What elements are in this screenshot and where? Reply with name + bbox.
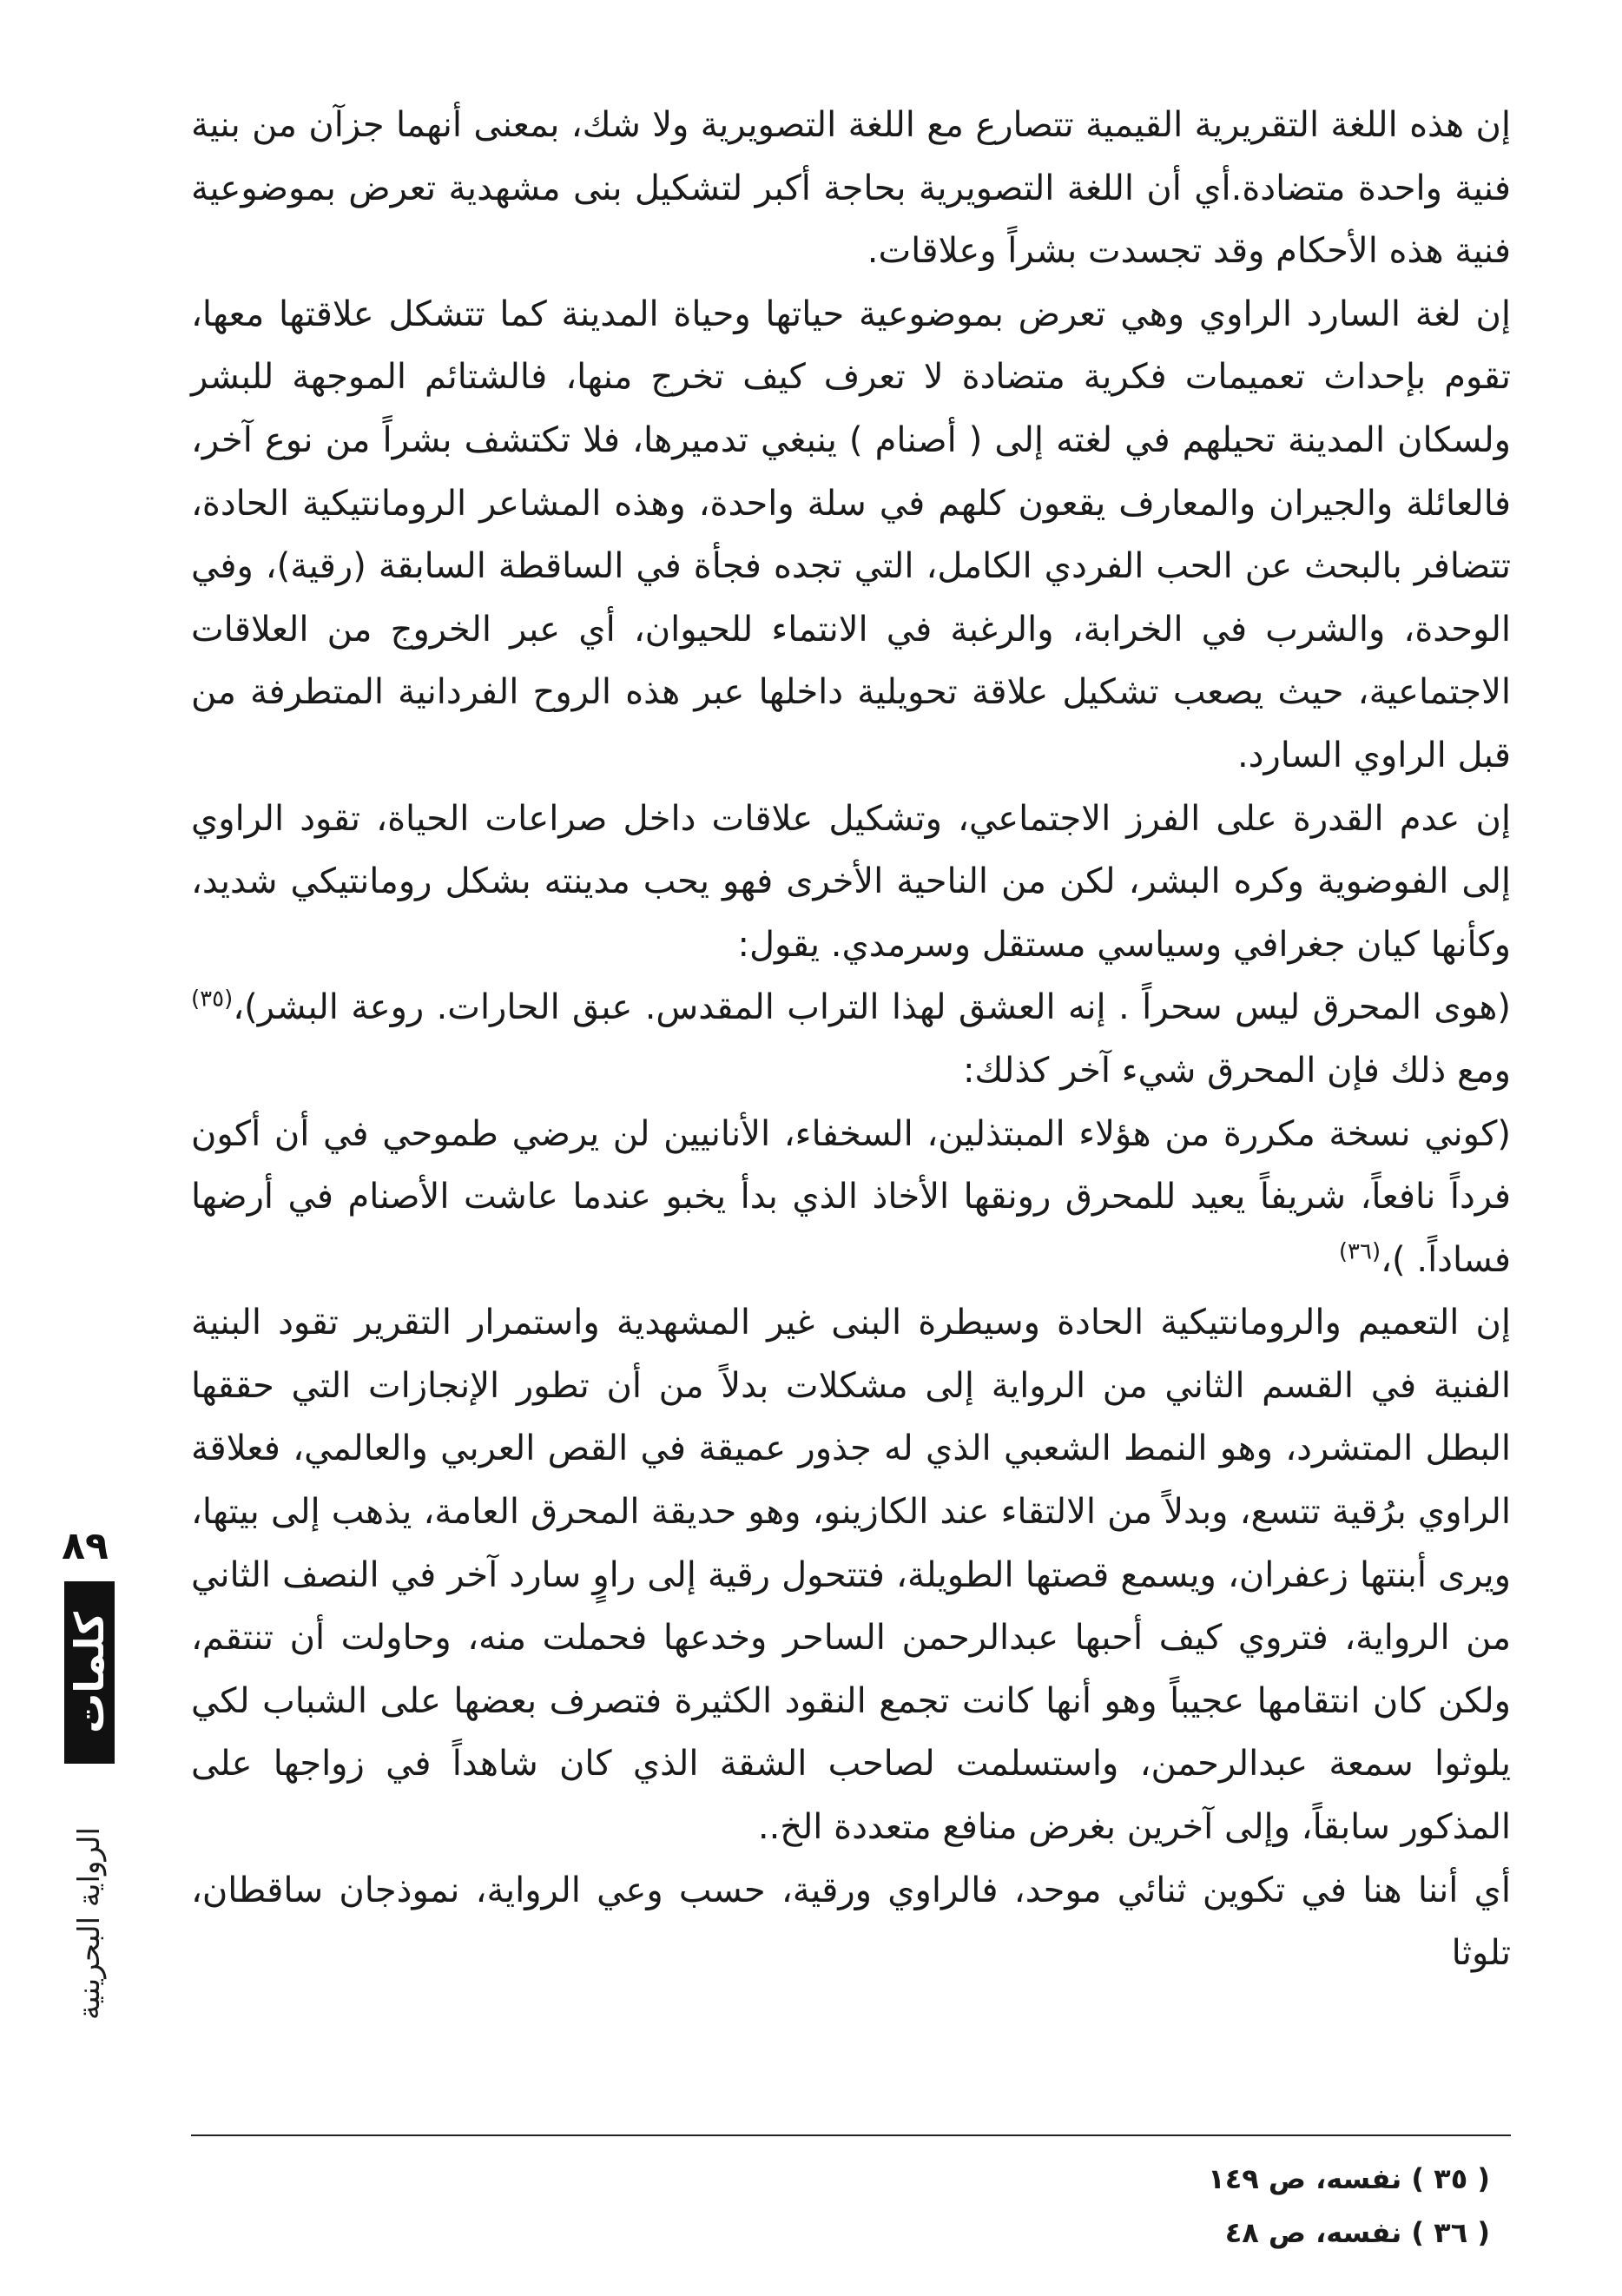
- paragraph: إن هذه اللغة التقريرية القيمية تتصارع مع اللغة التصويرية ولا شك، بمعنى أنهما جزآن من بنية فنية واحدة متضادة.أي أن اللغة التصويرية بحاجة أكبر لتشكيل بنى مشهدية تعرض بموضوعية فنية هذه الأحكام وقد تجسدت بشراً وعلاقات.: [191, 105, 1511, 272]
- magazine-logo-text: كلمات: [66, 1612, 113, 1733]
- section-title-text: الرواية البحرينية: [72, 1827, 108, 2020]
- paragraph: إن لغة السارد الراوي وهي تعرض بموضوعية حياتها وحياة المدينة كما تتشكل علاقتها معها، تقوم بإحداث تعميمات فكرية متضادة لا تعرف كيف تخرج منها، فالشتائم الموجهة للبشر ولسكان المدينة تحيلهم في لغته إلى ( أصنام ) ينبغي تدميرها، فلا تكتشف بشراً من نوع آخر، فالعائلة والجيران والمعارف يقعون كلهم في سلة واحدة، وهذه المشاعر الرومانتيكية الحادة، تتضافر بالبحث عن الحب الفردي الكامل، التي تجده فجأة في الساقطة السابقة (رقية)، وفي الوحدة، والشرب في الخرابة، والرغبة في الانتماء للحيوان، أي عبر الخروج من العلاقات الاجتماعية، حيث يصعب تشكيل علاقة تحويلية داخلها عبر هذه الروح الفردانية المتطرفة من قبل الراوي السارد.: [191, 294, 1511, 775]
- page-number: ٨٩: [62, 1524, 109, 1568]
- footnote: ( ٣٦ ) نفسه، ص ٤٨: [1224, 2216, 1490, 2249]
- quote-paragraph-2: [191, 1103, 1511, 1292]
- paragraph: إن عدم القدرة على الفرز الاجتماعي، وتشكيل علاقات داخل صراعات الحياة، تقود الراوي إلى الفوضوية وكره البشر، لكن من الناحية الأخرى فهو يحب مدينته بشكل رومانتيكي شديد، وكأنها كيان جغرافي وسياسي مستقل وسرمدي. يقول:: [191, 798, 1511, 965]
- footnote-divider: [191, 2134, 1511, 2136]
- footnote-reference: (٣٦): [1338, 1238, 1381, 1265]
- quote-text: (هوى المحرق ليس سحراً . إنه العشق لهذا التراب المقدس. عبق الحارات. روعة البشر)،: [233, 987, 1511, 1028]
- paragraph: أي أننا هنا في تكوين ثنائي موحد، فالراوي ورقية، حسب وعي الرواية، نموذجان ساقطان، تلوثا: [191, 1870, 1511, 1974]
- main-text: [191, 94, 1511, 1985]
- quote-paragraph-1: [191, 976, 1511, 1102]
- footnote: ( ٣٥ ) نفسه، ص ١٤٩: [1208, 2162, 1490, 2195]
- side-margin: [33, 1524, 137, 2080]
- paragraph: إن التعميم والرومانتيكية الحادة وسيطرة البنى غير المشهدية واستمرار التقرير تقود البنية الفنية في القسم الثاني من الرواية إلى مشكلات بدلاً من أن تطور الإنجازات التي حققها البطل المتشرد، وهو النمط الشعبي الذي له جذور عميقة في القص العربي والعالمي، فعلاقة الراوي برُقية تتسع، وبدلاً من الالتقاء عند الكازينو، وهو حديقة المحرق العامة، يذهب إلى بيتها، ويرى أبنتها زعفران، ويسمع قصتها الطويلة، فتتحول رقية إلى راوٍ سارد آخر في النصف الثاني من الرواية، فتروي كيف أحبها عبدالرحمن الساحر وخدعها فحملت منه، وحاولت أن تنتقم، ولكن كان انتقامها عجيباً وهو أنها كانت تجمع النقود الكثيرة فتصرف بعضها على الشباب لكي يلوثوا سمعة عبدالرحمن، واستسلمت لصاحب الشقة الذي كان شاهداً في زواجها على المذكور سابقاً، وإلى آخرين بغرض منافع متعددة الخ..: [191, 1303, 1511, 1848]
- quote-text: (كوني نسخة مكررة من هؤلاء المبتذلين، السخفاء، الأنانيين لن يرضي طموحي في أن أكون فرداً نافعاً، شريفاً يعيد للمحرق رونقها الأخاذ الذي بدأ يخبو عندما عاشت الأصنام في أرضها فساداً. )،: [191, 1113, 1511, 1280]
- quote-tail: ومع ذلك فإن المحرق شيء آخر كذلك:: [962, 1050, 1511, 1091]
- footnotes: [191, 2152, 1511, 2260]
- footnote-reference: (٣٥): [191, 986, 234, 1013]
- magazine-logo-icon: [64, 1581, 115, 1764]
- section-title: [42, 1776, 137, 2071]
